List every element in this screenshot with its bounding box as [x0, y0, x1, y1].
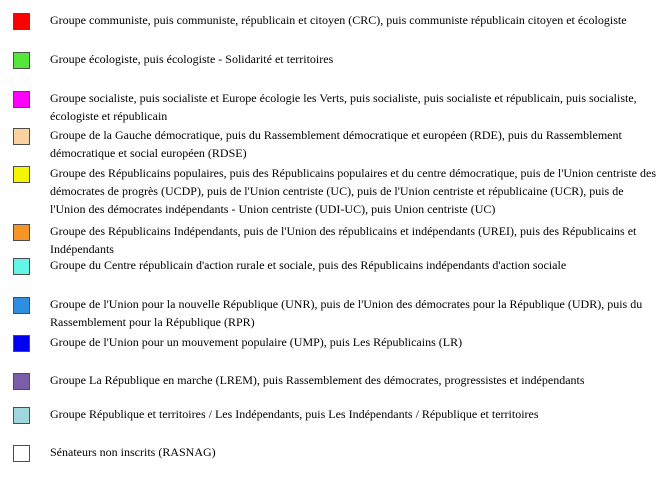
legend-label: Groupe des Républicains Indépendants, puis de l'Union des républicains et indépendants (UREI), puis des Républicains et Indépendants — [50, 224, 637, 256]
color-swatch — [13, 52, 30, 69]
legend-label: Groupe socialiste, puis socialiste et Europe écologie les Verts, puis socialiste, puis socialiste et républicain, puis socialiste, écologiste et républicain — [50, 91, 637, 123]
color-swatch — [13, 13, 30, 30]
color-swatch — [13, 258, 30, 275]
color-swatch — [13, 373, 30, 390]
legend-label: Groupe des Républicains populaires, puis des Républicains populaires et du centre démocratique, puis de l'Union centriste des démocrates de progrès (UCDP), puis de l'Union centriste (UC), puis de l'Union centriste et républicaine (UCR), puis de l'Union des démocrates indépendants - Union centriste (UDI-UC), puis Union centriste (UC) — [50, 166, 657, 216]
color-swatch — [13, 166, 30, 183]
color-swatch — [13, 297, 30, 314]
legend-label: Sénateurs non inscrits (RASNAG) — [50, 445, 216, 459]
color-swatch — [13, 128, 30, 145]
legend-label: Groupe du Centre républicain d'action rurale et sociale, puis des Républicains indépendants d'action sociale — [50, 258, 567, 272]
legend-label: Groupe communiste, puis communiste, républicain et citoyen (CRC), puis communiste républicain citoyen et écologiste — [50, 13, 627, 27]
color-swatch — [13, 91, 30, 108]
legend-label: Groupe de l'Union pour la nouvelle République (UNR), puis de l'Union des démocrates pour la République (UDR), puis du Rassemblement pour la République (RPR) — [50, 297, 643, 329]
legend-label: Groupe La République en marche (LREM), puis Rassemblement des démocrates, progressistes et indépendants — [50, 373, 585, 387]
color-swatch — [13, 335, 30, 352]
color-swatch — [13, 224, 30, 241]
legend-label: Groupe République et territoires / Les Indépendants, puis Les Indépendants / République et territoires — [50, 407, 539, 421]
color-swatch — [13, 445, 30, 462]
legend-label: Groupe écologiste, puis écologiste - Solidarité et territoires — [50, 52, 334, 66]
legend-label: Groupe de l'Union pour un mouvement populaire (UMP), puis Les Républicains (LR) — [50, 335, 463, 349]
legend-label: Groupe de la Gauche démocratique, puis du Rassemblement démocratique et européen (RDE), puis du Rassemblement démocratique et social européen (RDSE) — [50, 128, 622, 160]
color-swatch — [13, 407, 30, 424]
